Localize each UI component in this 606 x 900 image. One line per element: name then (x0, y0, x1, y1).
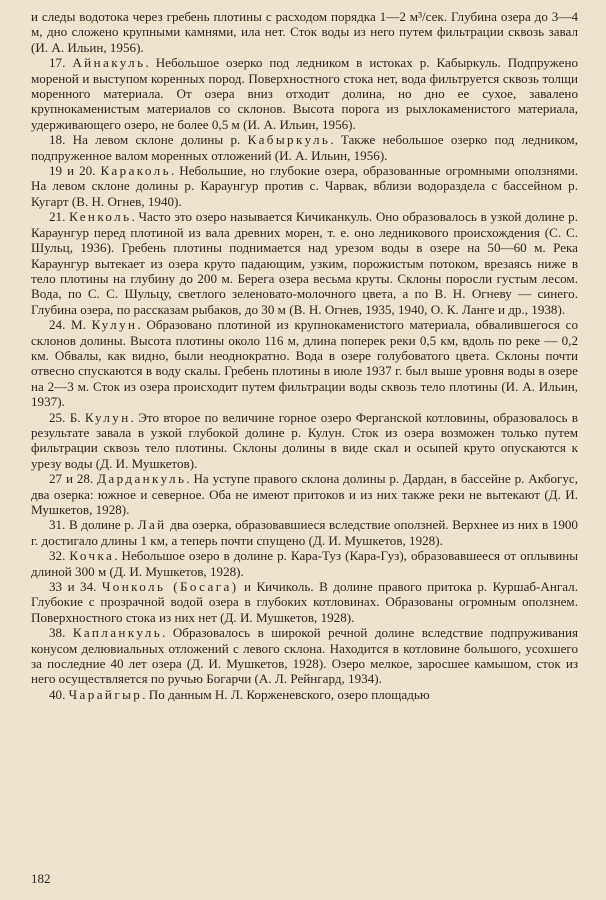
paragraph-lake-25: 25. Б. Кулун. Это второе по величине горное озеро Ферганской котловины, образовалось в результате завала в узкой глубокой долине р. Кулун. Сток из озера возможен только путем фильтрации сквозь тело плотины. Склоны долины в виде скал и осыпей круто опускаются к урезу воды (Д. И. Мушкетов). (31, 409, 578, 471)
paragraph-lake-19-20: 19 и 20. Караколь. Небольшие, но глубокие озера, образованные огромными оползнями. На левом склоне долины р. Караунгур против с. Чарвак, вблизи водораздела с бассейном р. Кугарт (В. Н. Огнев, 1940). (31, 163, 578, 209)
lake-name: Кочка (69, 548, 115, 564)
lake-name: Айнакуль (72, 55, 146, 71)
paragraph-lake-31: 31. В долине р. Лай два озерка, образовавшиеся вследствие оползней. Верхнее из них в 1900 г. достигало длины 1 км, а теперь почти спущено (Д. И. Мушкетов, 1928). (31, 517, 578, 548)
paragraph-continuation: и следы водотока через гребень плотины с расходом порядка 1—2 м³/сек. Глубина озера до 3—4 м, дно сложено крупными камнями, ила нет. Сток воды из него путем фильтрации сквозь завал (И. А. Ильин, 1956). (31, 9, 578, 55)
paragraph-lake-33-34: 33 и 34. Чонколь (Босага) и Кичиколь. В долине правого притока р. Куршаб-Ангал. Глубокие с прозрачной водой озера в глубоких котловинах. Образованы огромным оползнем. Поверхностного стока из них нет (Д. И. Мушкетов, 1928). (31, 579, 578, 625)
lake-name: Чонколь (Босага) (101, 579, 239, 595)
paragraph-lake-24: 24. М. Кулун. Образовано плотиной из крупнокаменистого материала, обвалившегося со склонов долины. Высота плотины около 116 м, длина поперек реки 0,5 км, вдоль по реке — 0,2 км. Обвалы, как видно, были неоднократно. Вода в озере голубоватого цвета. Склоны почти отвесно спускаются в воду скалы. Гребень плотины в июле 1937 г. был выше уровня воды в озере на 2—3 м. Сток из озера происходит путем фильтрации воды сквозь тело плотины (И. А. Ильин, 1937). (31, 317, 578, 410)
lake-name: Лай (137, 517, 167, 533)
paragraph-lake-17: 17. Айнакуль. Небольшое озерко под ледником в истоках р. Кабыркуль. Подпружено мореной и выступом коренных пород. Поверхностного стока нет, вода фильтруется сквозь толщи моренного материала. От озера вниз отходит долина, но дно ее сухое, завалено крупнокаменистым материалов со склонов. Высота порога из рыхлокаменистого материала, удерживающего озеро, не более 0,5 м (И. А. Ильин, 1956). (31, 55, 579, 132)
paragraph-lake-27-28: 27 и 28. Дарданкуль. На уступе правого склона долины р. Дардан, в бассейне р. Акбогус, два озерка: южное и северное. Оба не имеют притоков и из них также реки не вытекают (Д. И. Мушкетов, 1928). (31, 471, 578, 517)
paragraph-lake-38: 38. Капланкуль. Образовалось в широкой речной долине вследствие подпруживания конусом делювиальных отложений с левого склона. Находится в котловине большого, усохшего за последние 40 лет озера (Д. И. Мушкетов, 1928). Озеро мелкое, заросшее камышом, сток из него осуществляется по ручью Богарчи (А. Л. Рейнгард, 1934). (31, 625, 579, 687)
lake-name: Кабыркуль (247, 132, 331, 148)
lake-name: Кулун (91, 317, 138, 333)
lake-name: Кенколь (69, 209, 132, 225)
paragraph-lake-32: 32. Кочка. Небольшое озеро в долине р. Кара-Туз (Кара-Гуз), образовавшееся от оплывины длиной 300 м (Д. И. Мушкетов, 1928). (31, 548, 579, 579)
paragraph-lake-18: 18. На левом склоне долины р. Кабыркуль. Также небольшое озерко под ледником, подпруженное валом моренных отложений (И. А. Ильин, 1956). (31, 132, 578, 163)
lake-name: Чарайгыр (68, 686, 143, 702)
lake-name: Капланкуль (72, 625, 163, 641)
paragraph-lake-21: 21. Кенколь. Часто это озеро называется Кичиканкуль. Оно образовалось в узкой долине р. Караунгур перед плотиной из вала древних морен, т. е. оно ледникового происхождения (С. С. Шульц, 1936). Гребень плотины поднимается над урезом воды в озере на 50—60 м. Река Караунгур вытекает из озера круто падающим, узким, порожистым потоком, врезаясь ниже в тело плотины на глубину до 200 м. Берега озера весьма круты. Склоны поросли густым лесом. Вода, по С. С. Шульцу, светлого зеленовато-молочного цвета, а по В. Н. Огневу — синего. Глубина озера, по рассказам рыбаков, до 30 м (В. Н. Огнев, 1935, 1940, О. К. Ланге и др., 1938). (31, 209, 578, 317)
page-number: 182 (31, 871, 51, 886)
lake-name: Дарданкуль (97, 471, 187, 487)
lake-name: Кулун (84, 409, 131, 425)
lake-name: Караколь (100, 163, 171, 179)
text-block (31, 9, 578, 702)
paragraph-lake-40: 40. Чарайгыр. По данным Н. Л. Корженевского, озеро площадью (49, 686, 430, 702)
